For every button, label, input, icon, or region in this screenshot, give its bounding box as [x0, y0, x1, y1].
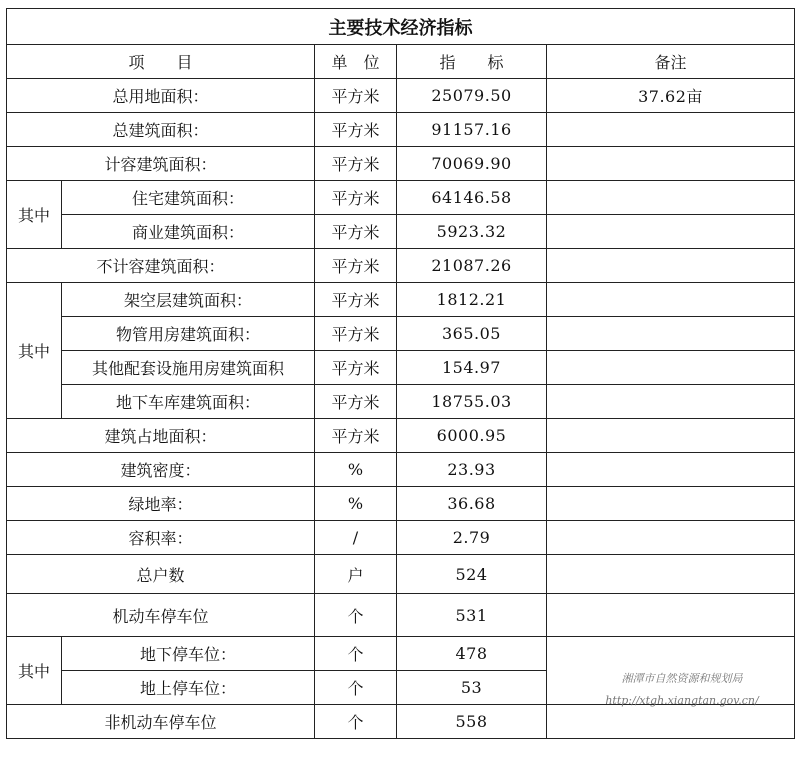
row-label: 总户数 — [7, 555, 315, 594]
row-label: 计容建筑面积： — [7, 147, 315, 181]
row-label: 架空层建筑面积： — [62, 283, 315, 317]
row-label: 建筑占地面积： — [7, 419, 315, 453]
row-value: 154.97 — [397, 351, 547, 385]
row-label: 容积率： — [7, 521, 315, 555]
row-unit: % — [315, 487, 397, 521]
group-label: 其中 — [7, 283, 62, 419]
row-note — [547, 487, 795, 521]
row-note — [547, 385, 795, 419]
row-value: 18755.03 — [397, 385, 547, 419]
row-value: 6000.95 — [397, 419, 547, 453]
table-row — [7, 594, 795, 637]
row-unit: / — [315, 521, 397, 555]
row-note — [547, 637, 795, 705]
header-item: 项 目 — [7, 45, 315, 79]
table-row — [7, 555, 795, 594]
header-note: 备注 — [547, 45, 795, 79]
row-label: 住宅建筑面积： — [62, 181, 315, 215]
row-unit: 平方米 — [315, 249, 397, 283]
table-row — [7, 113, 795, 147]
table-row — [7, 487, 795, 521]
table-row — [7, 317, 795, 351]
table-row — [7, 351, 795, 385]
row-value: 25079.50 — [397, 79, 547, 113]
row-value: 36.68 — [397, 487, 547, 521]
row-unit: 平方米 — [315, 215, 397, 249]
group-label: 其中 — [7, 181, 62, 249]
row-note: 37.62亩 — [547, 79, 795, 113]
row-note — [547, 113, 795, 147]
row-value: 70069.90 — [397, 147, 547, 181]
table-row — [7, 215, 795, 249]
row-label: 绿地率： — [7, 487, 315, 521]
row-value: 21087.26 — [397, 249, 547, 283]
watermark-url: http://xtgh.xiangtan.gov.cn/ — [605, 694, 759, 707]
row-note — [547, 147, 795, 181]
row-value: 2.79 — [397, 521, 547, 555]
row-label: 机动车停车位 — [7, 594, 315, 637]
row-note — [547, 249, 795, 283]
row-unit: 平方米 — [315, 419, 397, 453]
row-unit: 个 — [315, 594, 397, 637]
table-row — [7, 637, 795, 671]
row-label: 地上停车位： — [62, 671, 315, 705]
row-unit: 平方米 — [315, 351, 397, 385]
table-row — [7, 521, 795, 555]
row-value: 531 — [397, 594, 547, 637]
row-note — [547, 351, 795, 385]
row-unit: % — [315, 453, 397, 487]
row-unit: 平方米 — [315, 113, 397, 147]
row-value: 23.93 — [397, 453, 547, 487]
header-value: 指 标 — [397, 45, 547, 79]
row-label: 建筑密度： — [7, 453, 315, 487]
row-label: 地下车库建筑面积： — [62, 385, 315, 419]
table-row — [7, 453, 795, 487]
watermark-org: 湘潭市自然资源和规划局 — [621, 672, 743, 685]
row-note — [547, 555, 795, 594]
row-unit: 平方米 — [315, 385, 397, 419]
row-note — [547, 419, 795, 453]
row-unit: 户 — [315, 555, 397, 594]
table-row — [7, 419, 795, 453]
row-note — [547, 453, 795, 487]
row-value: 91157.16 — [397, 113, 547, 147]
row-label: 地下停车位： — [62, 637, 315, 671]
row-unit: 平方米 — [315, 79, 397, 113]
row-value: 478 — [397, 637, 547, 671]
row-value: 1812.21 — [397, 283, 547, 317]
row-note — [547, 317, 795, 351]
row-value: 558 — [397, 705, 547, 739]
row-unit: 个 — [315, 671, 397, 705]
row-value: 365.05 — [397, 317, 547, 351]
row-unit: 平方米 — [315, 147, 397, 181]
row-note — [547, 594, 795, 637]
row-label: 非机动车停车位 — [7, 705, 315, 739]
table-row — [7, 385, 795, 419]
group-label: 其中 — [7, 637, 62, 705]
header-row — [7, 45, 795, 79]
row-value: 524 — [397, 555, 547, 594]
row-note — [547, 181, 795, 215]
row-label: 物管用房建筑面积： — [62, 317, 315, 351]
table-row — [7, 705, 795, 739]
indicator-table-container — [6, 8, 794, 739]
row-note — [547, 705, 795, 739]
table-row — [7, 283, 795, 317]
row-unit: 平方米 — [315, 283, 397, 317]
row-unit: 个 — [315, 705, 397, 739]
row-value: 53 — [397, 671, 547, 705]
row-note — [547, 521, 795, 555]
table-title: 主要技术经济指标 — [7, 9, 795, 45]
table-row — [7, 249, 795, 283]
row-label: 总建筑面积： — [7, 113, 315, 147]
row-unit: 平方米 — [315, 317, 397, 351]
row-note — [547, 283, 795, 317]
row-value: 5923.32 — [397, 215, 547, 249]
header-unit: 单 位 — [315, 45, 397, 79]
table-row — [7, 79, 795, 113]
row-label: 商业建筑面积： — [62, 215, 315, 249]
table-row — [7, 147, 795, 181]
row-unit: 个 — [315, 637, 397, 671]
row-label: 不计容建筑面积： — [7, 249, 315, 283]
indicator-table — [6, 8, 795, 739]
row-value: 64146.58 — [397, 181, 547, 215]
row-label: 其他配套设施用房建筑面积 — [62, 351, 315, 385]
row-note — [547, 215, 795, 249]
row-unit: 平方米 — [315, 181, 397, 215]
row-label: 总用地面积： — [7, 79, 315, 113]
table-row — [7, 181, 795, 215]
